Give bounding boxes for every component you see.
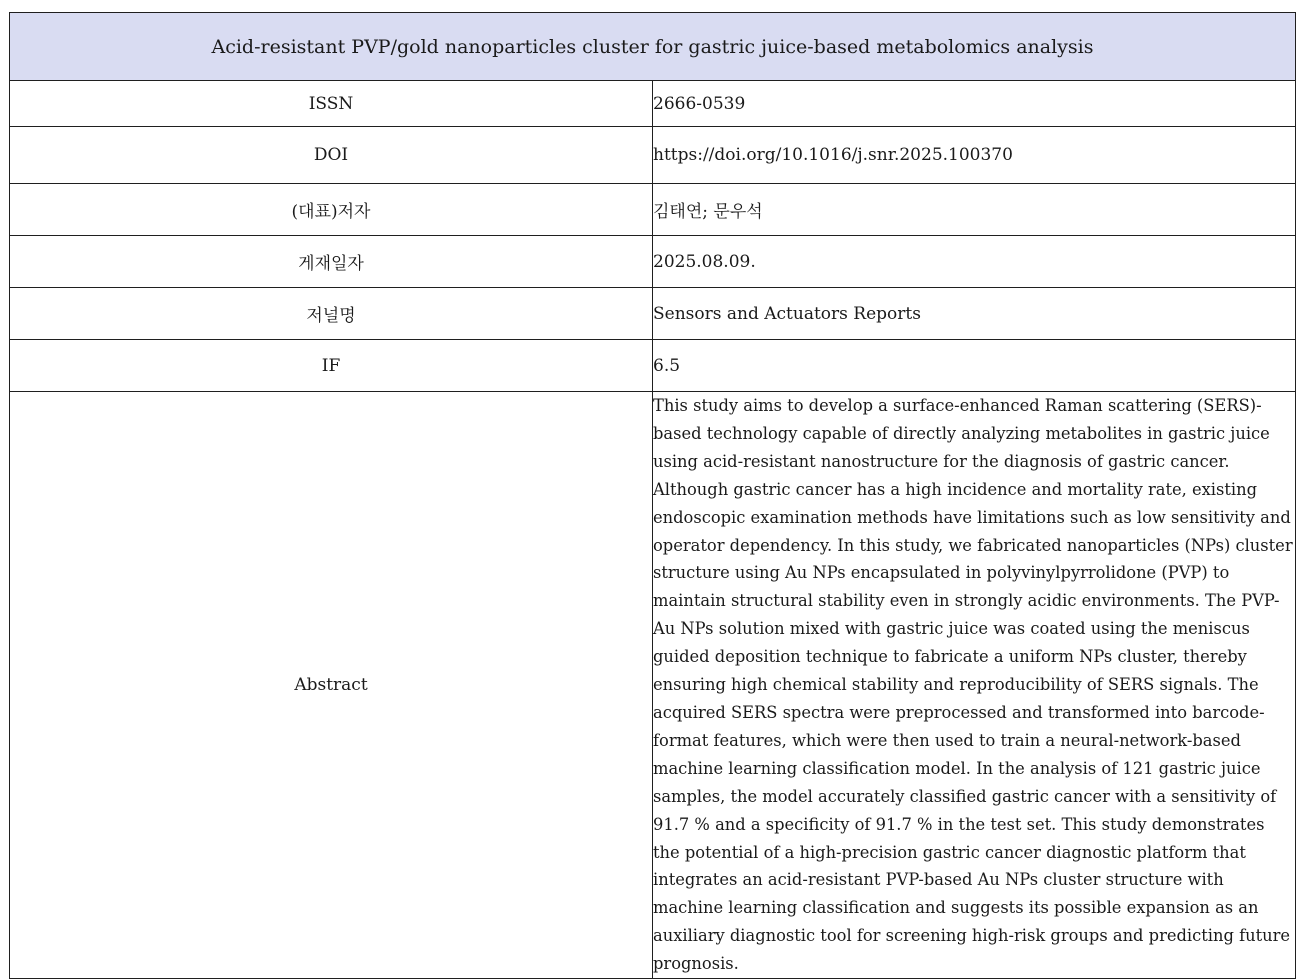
paper-title: Acid-resistant PVP/gold nanoparticles cluster for gastric juice-based metabolomics analysis xyxy=(10,13,1296,81)
impact-factor-row xyxy=(10,340,1296,392)
title-row xyxy=(10,13,1296,81)
publication-date-label: 게재일자 xyxy=(10,236,653,288)
abstract-row xyxy=(10,392,1296,979)
doi-value: https://doi.org/10.1016/j.snr.2025.100370 xyxy=(653,127,1296,184)
journal-label: 저널명 xyxy=(10,288,653,340)
issn-row xyxy=(10,81,1296,127)
publication-date-row xyxy=(10,236,1296,288)
paper-info-table xyxy=(9,12,1296,979)
journal-value: Sensors and Actuators Reports xyxy=(653,288,1296,340)
impact-factor-value: 6.5 xyxy=(653,340,1296,392)
author-row xyxy=(10,184,1296,236)
abstract-text: This study aims to develop a surface-enhanced Raman scattering (SERS)-based technology capable of directly analyzing metabolites in gastric juice using acid-resistant nanostructure for the diagnosis of gastric cancer. Although gastric cancer has a high incidence and mortality rate, existing endoscopic examination methods have limitations such as low sensitivity and operator dependency. In this study, we fabricated nanoparticles (NPs) cluster structure using Au NPs encapsulated in polyvinylpyrrolidone (PVP) to maintain structural stability even in strongly acidic environments. The PVP-Au NPs solution mixed with gastric juice was coated using the meniscus guided deposition technique to fabricate a uniform NPs cluster, thereby ensuring high chemical stability and reproducibility of SERS signals. The acquired SERS spectra were preprocessed and transformed into barcode-format features, which were then used to train a neural-network-based machine learning classification model. In the analysis of 121 gastric juice samples, the model accurately classified gastric cancer with a sensitivity of 91.7 % and a specificity of 91.7 % in the test set. This study demonstrates the potential of a high-precision gastric cancer diagnostic platform that integrates an acid-resistant PVP-based Au NPs cluster structure with machine learning classification and suggests its possible expansion as an auxiliary diagnostic tool for screening high-risk groups and predicting future prognosis. xyxy=(653,392,1296,979)
author-value: 김태연; 문우석 xyxy=(653,184,1296,236)
issn-label: ISSN xyxy=(10,81,653,127)
abstract-label: Abstract xyxy=(10,392,653,979)
journal-row xyxy=(10,288,1296,340)
author-label: (대표)저자 xyxy=(10,184,653,236)
issn-value: 2666-0539 xyxy=(653,81,1296,127)
impact-factor-label: IF xyxy=(10,340,653,392)
publication-date-value: 2025.08.09. xyxy=(653,236,1296,288)
doi-label: DOI xyxy=(10,127,653,184)
doi-row xyxy=(10,127,1296,184)
